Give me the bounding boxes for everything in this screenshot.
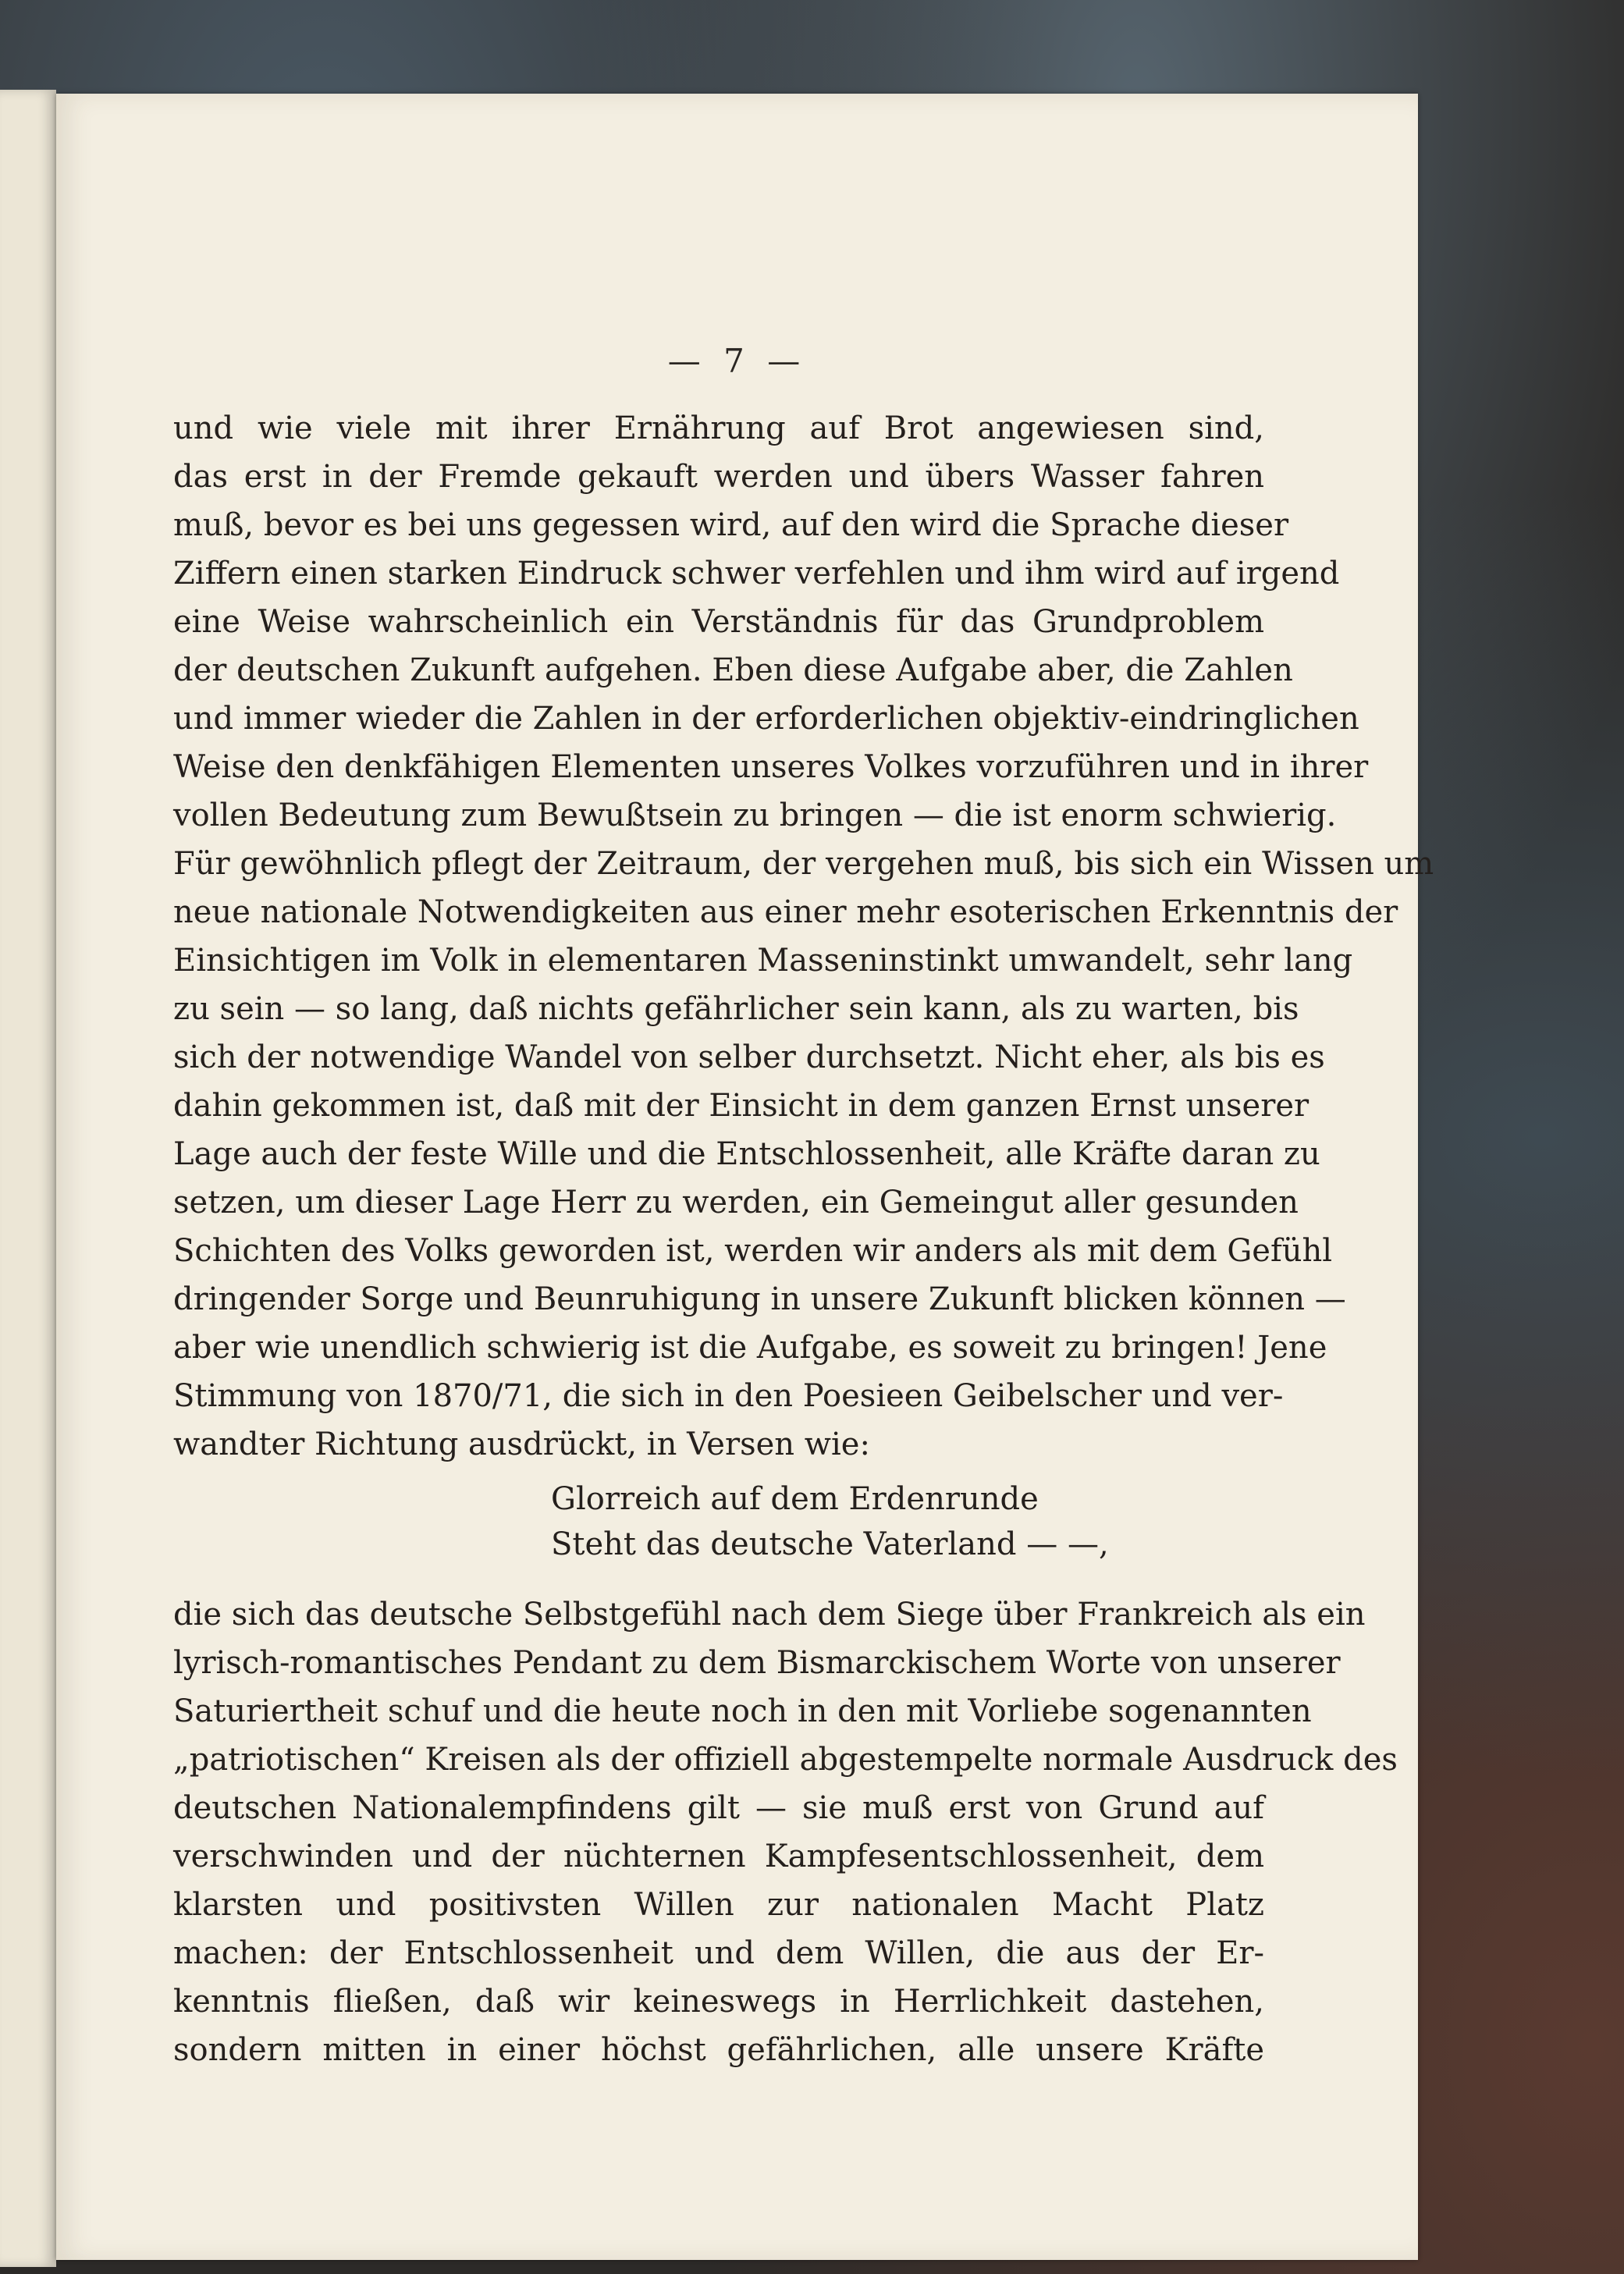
text-line: verschwinden und der nüchternen Kampfesentschlossenheit, dem (173, 1839, 1264, 1874)
text-line: deutschen Nationalempfindens gilt — sie muß erst von Grund auf (173, 1790, 1264, 1826)
text-line: Stimmung von 1870/71, die sich in den Poesieen Geibelscher und ver- (173, 1378, 1284, 1414)
text-line: Saturiertheit schuf und die heute noch in den mit Vorliebe sogenannten (173, 1693, 1312, 1729)
left-page-edge (0, 90, 56, 2267)
text-line: sondern mitten in einer höchst gefährlichen, alle unsere Kräfte (173, 2032, 1264, 2068)
paragraph-2 (173, 1590, 1398, 2074)
text-line: Schichten des Volks geworden ist, werden wir anders als mit dem Gefühl (173, 1233, 1333, 1269)
verse-line: Glorreich auf dem Erdenrunde (551, 1481, 1039, 1517)
text-line: Weise den denkfähigen Elementen unseres Volkes vorzuführen und in ihrer (173, 749, 1369, 785)
text-line: Ziffern einen starken Eindruck schwer verfehlen und ihm wird auf irgend (173, 556, 1340, 592)
text-line: und immer wieder die Zahlen in der erforderlichen objektiv-eindringlichen (173, 701, 1359, 737)
text-line: klarsten und positivsten Willen zur nationalen Macht Platz (173, 1887, 1264, 1923)
text-line: neue nationale Notwendigkeiten aus einer mehr esoterischen Erkenntnis der (173, 894, 1398, 930)
text-line: vollen Bedeutung zum Bewußtsein zu bringen — die ist enorm schwierig. (173, 798, 1337, 833)
text-line: muß, bevor es bei uns gegessen wird, auf den wird die Sprache dieser (173, 507, 1289, 543)
text-line: eine Weise wahrscheinlich ein Verständnis für das Grundproblem (173, 604, 1264, 640)
text-line: der deutschen Zukunft aufgehen. Eben diese Aufgabe aber, die Zahlen (173, 652, 1293, 688)
text-line: dahin gekommen ist, daß mit der Einsicht in dem ganzen Ernst unserer (173, 1088, 1310, 1124)
text-line: sich der notwendige Wandel von selber durchsetzt. Nicht eher, als bis es (173, 1039, 1325, 1075)
page-number: — 7 — (667, 342, 807, 380)
text-line: machen: der Entschlossenheit und dem Willen, die aus der Er- (173, 1935, 1264, 1971)
text-line: wandter Richtung ausdrückt, in Versen wie: (173, 1427, 870, 1462)
text-line: kenntnis fließen, daß wir keineswegs in Herrlichkeit dastehen, (173, 1984, 1264, 2020)
book-page (56, 94, 1434, 2260)
verse-line: Steht das deutsche Vaterland — —, (551, 1526, 1109, 1562)
body-text (173, 404, 1434, 2074)
text-line: Für gewöhnlich pflegt der Zeitraum, der vergehen muß, bis sich ein Wissen um (173, 846, 1434, 882)
text-line: „patriotischen“ Kreisen als der offiziell abgestempelte normale Ausdruck des (173, 1742, 1398, 1778)
text-line: die sich das deutsche Selbstgefühl nach dem Siege über Frankreich als ein (173, 1597, 1366, 1633)
text-line: und wie viele mit ihrer Ernährung auf Brot angewiesen sind, (173, 410, 1264, 446)
text-line: dringender Sorge und Beunruhigung in unsere Zukunft blicken können — (173, 1281, 1346, 1317)
text-line: aber wie unendlich schwierig ist die Aufgabe, es soweit zu bringen! Jene (173, 1330, 1327, 1366)
text-line: Einsichtigen im Volk in elementaren Masseninstinkt umwandelt, sehr lang (173, 943, 1353, 979)
text-line: setzen, um dieser Lage Herr zu werden, ein Gemeingut aller gesunden (173, 1185, 1299, 1220)
text-line: zu sein — so lang, daß nichts gefährlicher sein kann, als zu warten, bis (173, 991, 1299, 1027)
text-line: lyrisch-romantisches Pendant zu dem Bismarckischem Worte von unserer (173, 1645, 1341, 1681)
text-line: Lage auch der feste Wille und die Entschlossenheit, alle Kräfte daran zu (173, 1136, 1320, 1172)
paragraph-1 (173, 404, 1434, 1469)
verse-quote (173, 1476, 1264, 1567)
text-line: das erst in der Fremde gekauft werden und übers Wasser fahren (173, 459, 1264, 495)
